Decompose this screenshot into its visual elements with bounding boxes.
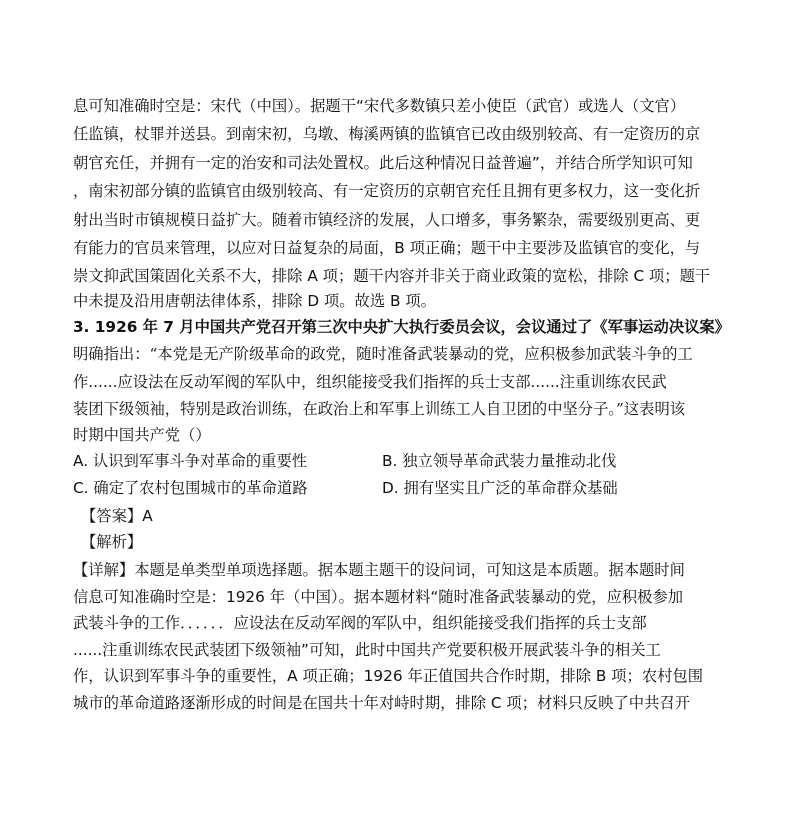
prev-analysis-line: 射出当时市镇规模日益扩大。随着市镇经济的发展，人口增多，事务繁杂，需要级别更高、更 — [73, 211, 701, 229]
prev-analysis-line: ，南宋初部分镇的监镇官由级别较高、有一定资历的京朝官充任且拥有更多权力，这一变化折 — [73, 182, 701, 200]
question-stem-text: 3. 1926 年 7 月中国共产党召开第三次中央扩大执行委员会议，会议通过了《军事运动决议案》 — [73, 318, 730, 336]
detail-line: ......注重训练农民武装团下级领袖”可知，此时中国共产党要积极开展武装斗争的相关工 — [73, 641, 661, 659]
option-b: B. 独立领导革命武装力量推动北伐 — [382, 452, 617, 470]
detail-line: 作，认识到军事斗争的重要性，A 项正确；1926 年正值国共合作时期，排除 B 项；农村包围 — [73, 667, 704, 685]
question-stem-line: 作......应设法在反动军阀的军队中，组织能接受我们指挥的兵士支部......注重训练农民武 — [73, 373, 667, 391]
question-stem-line: 装团下级领袖，特别是政治训练，在政治上和军事上训练工人自卫团的中坚分子。”这表明该 — [73, 400, 686, 418]
detail-line: 城市的革命道路逐渐形成的时间是在国共十年对峙时期，排除 C 项；材料只反映了中共召开 — [73, 694, 690, 712]
analysis-label: 【解析】 — [81, 533, 143, 551]
option-c: C. 确定了农村包围城市的革命道路 — [73, 479, 308, 497]
prev-analysis-line: 息可知准确时空是：宋代（中国）。据题干“宋代多数镇只差小使臣（武官）或选人（文官） — [73, 97, 686, 115]
question-stem-line: 明确指出：“本党是无产阶级革命的政党，随时准备武装暴动的党，应积极参加武装斗争的工 — [73, 345, 693, 363]
detail-line: 武装斗争的工作．．．．．．应设法在反动军阀的军队中，组织能接受我们指挥的兵士支部 — [73, 614, 647, 632]
question-stem-line — [73, 317, 730, 337]
prev-analysis-line: 有能力的官员来管理，以应对日益复杂的局面，B 项正确；题干中主要涉及监镇官的变化，与 — [73, 239, 701, 257]
prev-analysis-line: 崇文抑武国策固化关系不大，排除 A 项；题干内容并非关于商业政策的宽松，排除 C 项；题干 — [73, 267, 711, 285]
answer-label: 【答案】A — [81, 507, 153, 525]
option-d: D. 拥有坚实且广泛的革命群众基础 — [382, 479, 618, 497]
option-a: A. 认识到军事斗争对革命的重要性 — [73, 452, 308, 470]
prev-analysis-line: 朝官充任，并拥有一定的治安和司法处置权。此后这种情况日益普遍”，并结合所学知识可知 — [73, 154, 693, 172]
prev-analysis-line: 任监镇，杖罪并送县。到南宋初，乌墩、梅溪两镇的监镇官已改由级别较高、有一定资历的京 — [73, 125, 701, 143]
detail-line: 信息可知准确时空是：1926 年（中国）。据本题材料“随时准备武装暴动的党，应积极参加 — [73, 588, 684, 606]
prev-analysis-line: 中未提及沿用唐朝法律体系，排除 D 项。故选 B 项。 — [73, 292, 436, 310]
detail-line: 【详解】本题是单类型单项选择题。据本题主题干的设问词，可知这是本质题。据本题时间 — [73, 561, 685, 579]
question-stem-line: 时期中国共产党（） — [73, 426, 211, 444]
